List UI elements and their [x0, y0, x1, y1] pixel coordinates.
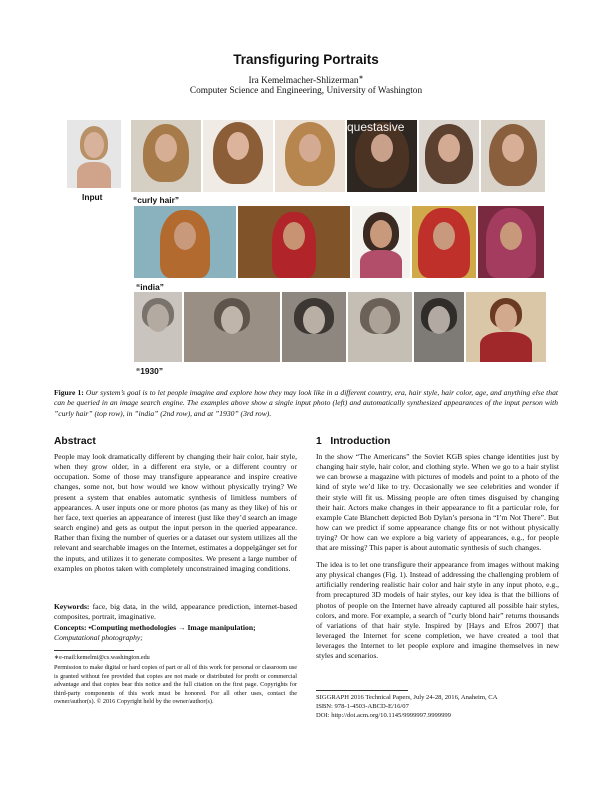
keywords-label: Keywords:: [54, 602, 90, 611]
india-result-2: [238, 206, 350, 278]
curly-result-6: [481, 120, 545, 192]
row-label-1930: “1930”: [136, 366, 164, 376]
introduction-heading: [316, 436, 559, 447]
section-number: 1: [316, 436, 322, 447]
era-result-3: [282, 292, 346, 362]
author-name: Ira Kemelmacher-Shlizerman: [248, 76, 359, 87]
footnote-rule: [54, 650, 134, 651]
concepts-label: Concepts:: [54, 623, 87, 632]
permission-notice: Permission to make digital or hard copies of part or all of this work for personal or classroom use is granted without fee provided that copies are not made or distributed for profit or commercial advantage and that copies bear this notice and the full citation on the first page. Copyrights for third-party components of this work must be honored. For all other uses, contact the owner/author(s). © 2016 Copyright held by the owner/author(s).: [54, 664, 297, 705]
publication-info: [316, 693, 559, 720]
input-label: Input: [82, 192, 103, 202]
publication-rule: [316, 690, 408, 691]
curly-result-2: [203, 120, 273, 192]
era-result-4: [348, 292, 412, 362]
concepts-text: •Computing methodologies → Image manipulation;: [88, 623, 256, 632]
india-result-5: [478, 206, 544, 278]
curly-result-3: [275, 120, 345, 192]
keywords-text: face, big data, in the wild, appearance prediction, internet-based composites, portrait, imaginative.: [54, 602, 297, 622]
abstract-heading: Abstract: [54, 436, 96, 447]
curly-result-5: [419, 120, 479, 192]
era-result-1: [134, 292, 182, 362]
row-label-curly-hair: “curly hair”: [133, 195, 180, 205]
section-title: Introduction: [330, 436, 391, 447]
abstract-body: People may look dramatically different by changing their hair color, hair style, when they grow older, in a different era style, or a different country or occupation. Some of those may transfigure appearance and inspire creative changes, some not, but how would we know without physically trying? We present a system that enables automatic synthesis of limitless numbers of appearances. A user inputs one or more photos (as many as they like) of his or her face, text queries an appearance of interest (just like they’d search an image search engine) and gets as output the input person in the queried appearance. Rather than fixing the number of queries or a dataset our system utilizes all the relevant and searchable images on the Internet, estimates a doppelgänger set for the inputs, and utilizes it to generate composites. We present a large number of examples on photos taken with completely unconstrained imaging conditions.: [54, 452, 297, 573]
input-photo: [67, 120, 121, 188]
ccs-concepts: [54, 623, 297, 643]
overlay-text-right: asive: [376, 120, 405, 134]
intro-paragraph-2: The idea is to let one transfigure their appearance from images without making any physical changes (Fig. 1). Instead of addressing the challenging problem of artificially rendering realistic hair color and hair style in any input photo, e.g., from precaptured 3D models of hair styles, our key idea is that the billions of photos of people on the Internet have already captured all possible hair styles, colors, and more. For example, a search of ”curly blond hair” returns thousands of variations of that hair style. Inspired by [Hays and Efros 2007] that leveraged the Internet for scene completion, we have created a tool that leverages the Internet to let people explore and imagine themselves in new styles and scenarios.: [316, 560, 559, 661]
era-result-6: [466, 292, 546, 362]
intro-paragraph-1: In the show “The Americans” the Soviet KGB spies change identities just by changing hair style, hair color, and clothing style. When we go to a hair stylist we can browse a magazine with pictures of models and point to a photo of the kind of style we’d like to try. Occasionally we see celebrities and wonder if their style will fit us. Missing people are often times disguised by changing their hair. Actors make changes in their appearance to fit a particular role, for example Cate Blanchett depicted Bob Dylan’s persona in “I’m Not There”. But how can we predict if some appearance change fits or not without physically trying? Or how can we explore a big variety of appearances, e.g., for people that are missing? This paper is about automatic synthesis of such changes.: [316, 452, 559, 553]
curly-result-1: [131, 120, 201, 192]
caption-label: Figure 1:: [54, 388, 84, 397]
author-footnote-mark: ∗: [358, 75, 364, 81]
concepts-italic: Computational photography;: [54, 633, 143, 643]
figure-caption: [54, 388, 558, 419]
keywords: [54, 602, 297, 622]
venue-line: SIGGRAPH 2016 Technical Papers, July 24-28, 2016, Anaheim, CA: [316, 694, 498, 701]
curly-result-4: [347, 120, 417, 192]
era-result-2: [184, 292, 280, 362]
era-result-5: [414, 292, 464, 362]
india-result-1: [134, 206, 236, 278]
isbn-line: ISBN: 978-1-4503-ABCD-E/16/07: [316, 703, 409, 710]
row-label-india: “india”: [136, 282, 164, 292]
india-result-4: [412, 206, 476, 278]
overlay-text-left: quest: [347, 120, 377, 134]
india-result-3: [352, 206, 410, 278]
footnote-email: ∗e-mail:kemelmi@cs.washington.edu: [54, 654, 150, 661]
author-line: [0, 74, 612, 86]
caption-text: Our system’s goal is to let people imagine and explore how they may look like in a different country, era, hair style, hair color, age, and anything else that can be queried in an image search engine. The examples above show a single input photo (left) and automatically synthesized appearances of the input person with ”curly hair” (top row), in ”india” (2nd row), and at ”1930” (3rd row).: [54, 388, 558, 418]
paper-title: Transfiguring Portraits: [233, 52, 379, 67]
doi-line: DOI: http://doi.acm.org/10.1145/9999997.9999999: [316, 712, 451, 719]
affiliation: Computer Science and Engineering, University of Washington: [189, 86, 423, 96]
